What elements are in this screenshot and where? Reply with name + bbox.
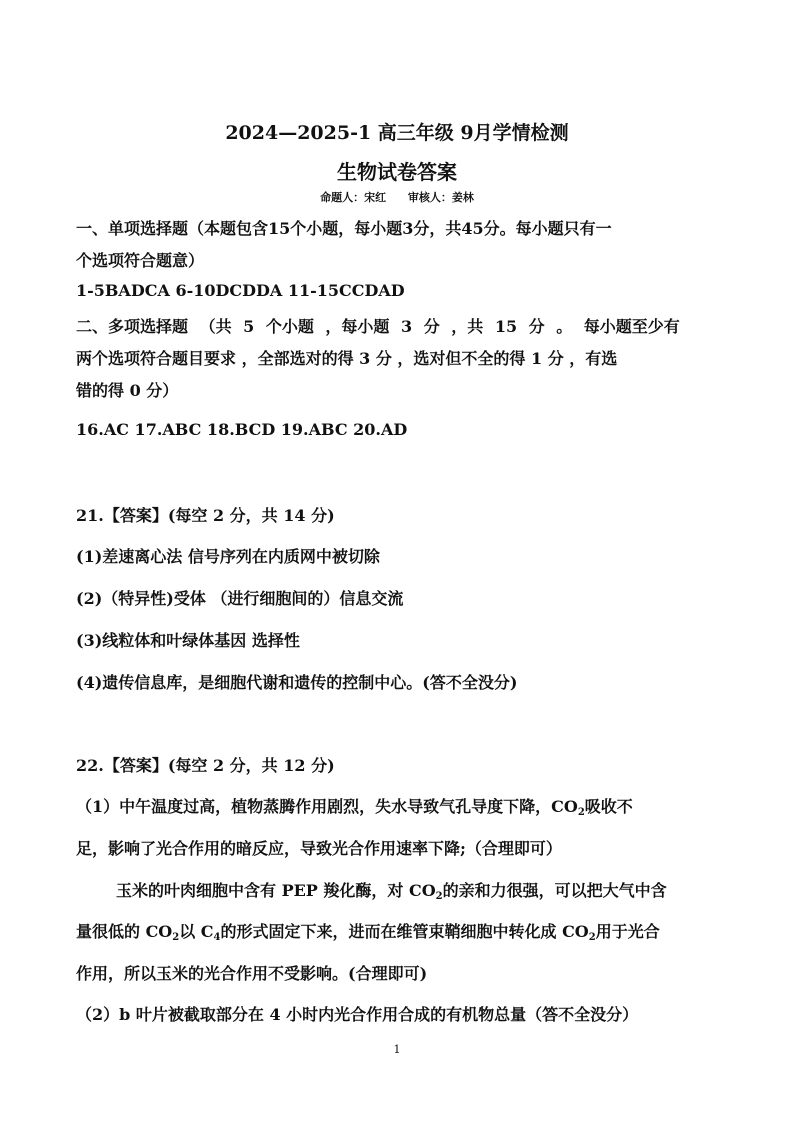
q22-paragraph-2: 玉米的叶肉细胞中含有 PEP 羧化酶，对 $CO_2$的亲和力很强，可以把大气中含 xyxy=(116,881,667,902)
q22-header: 22.【答案】(每空 2 分，共 12 分) xyxy=(76,756,335,775)
q22-paragraph-2-end: 作用，所以玉米的光合作用不受影响。(合理即可) xyxy=(76,964,428,983)
q22-paragraph-2-cont: 量很低的 $CO_2$以 $C_4$的形式固定下来，进而在维管束鞘细胞中转化成 $CO_2$用于光合 xyxy=(76,922,660,943)
section1-heading: 一、单项选择题（本题包含15个小题，每小题3分，共45分。每小题只有一 xyxy=(76,219,612,238)
q21-item-1: (1)差速离心法 信号序列在内质网中被切除 xyxy=(76,547,380,566)
q22-paragraph-1: （1）中午温度过高，植物蒸腾作用剧烈，失水导致气孔导度下降，$CO_2$吸收不 xyxy=(76,797,633,818)
section1-answers: 1-5BADCA 6-10DCDDA 11-15CCDAD xyxy=(76,281,405,300)
q21-item-2: (2)（特异性)受体 （进行细胞间的）信息交流 xyxy=(76,589,404,608)
author-label: 命题人：宋红 xyxy=(320,191,387,204)
section2-heading-end: 错的得 0 分） xyxy=(76,381,179,400)
section1-heading-cont: 个选项符合题意） xyxy=(76,251,205,270)
q21-header: 21.【答案】(每空 2 分，共 14 分) xyxy=(76,506,335,525)
q21-item-4: (4)遗传信息库，是细胞代谢和遗传的控制中心。(答不全没分) xyxy=(76,673,518,692)
q22-paragraph-1-cont: 足，影响了光合作用的暗反应，导致光合作用速率下降;（合理即可） xyxy=(76,839,562,858)
page-number: 1 xyxy=(393,1043,401,1056)
q22-paragraph-3: （2）b 叶片被截取部分在 4 小时内光合作用合成的有机物总量（答不全没分） xyxy=(76,1005,639,1024)
section2-heading: 二、多项选择题 （共 5 个小题 ，每小题 3 分 ，共 15 分 。 每小题至少有 xyxy=(76,317,680,336)
section2-answers: 16.AC 17.ABC 18.BCD 19.ABC 20.AD xyxy=(76,420,408,439)
reviewer-label: 审核人：姜林 xyxy=(407,191,474,204)
exam-title: 2024—2025-1 高三年级 9月学情检测 xyxy=(225,122,569,144)
exam-subtitle: 生物试卷答案 xyxy=(337,160,457,184)
q21-item-3: (3)线粒体和叶绿体基因 选择性 xyxy=(76,631,300,650)
credits-line xyxy=(0,189,794,205)
section2-heading-cont: 两个选项符合题目要求 ，全部选对的得 3 分 ，选对但不全的得 1 分 ，有选 xyxy=(76,349,618,368)
